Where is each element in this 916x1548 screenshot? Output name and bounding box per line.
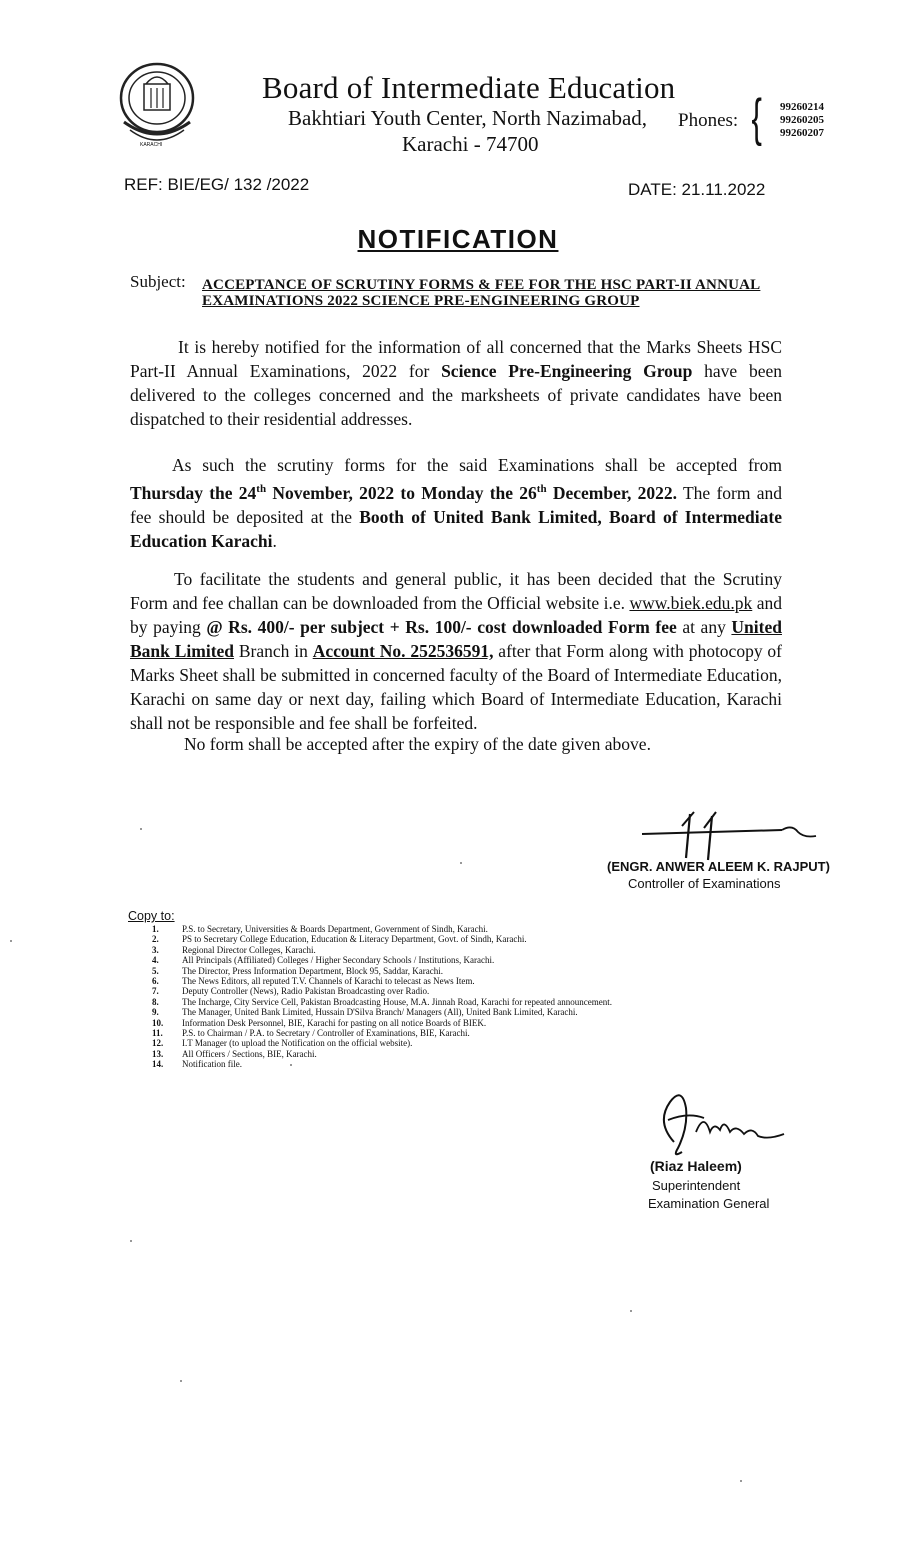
- superintendent-signature: [648, 1082, 788, 1162]
- p3-text-2: and by paying: [130, 593, 782, 637]
- p3-text-3: at any: [676, 617, 732, 637]
- brace-icon: {: [751, 89, 762, 147]
- list-item: 11. P.S. to Chairman / P.A. to Secretary / Controller of Examinations, BIE, Karachi.: [152, 1028, 470, 1039]
- list-item: 4. All Principals (Affiliated) Colleges / Higher Secondary Schools / Institutions, Karachi.: [152, 955, 495, 966]
- scan-speck: [130, 1240, 132, 1242]
- list-item: 5. The Director, Press Information Department, Block 95, Saddar, Karachi.: [152, 965, 443, 976]
- list-item: 1. P.S. to Secretary, Universities & Boards Department, Government of Sindh, Karachi.: [152, 924, 488, 934]
- p3-fee: @ Rs. 400/- per subject + Rs. 100/- cost downloaded Form fee: [206, 617, 677, 637]
- phone-number: 99260207: [780, 127, 824, 139]
- scan-speck: [460, 862, 462, 864]
- list-item: 12. I.T Manager (to upload the Notification on the official website).: [152, 1038, 413, 1049]
- p2-sup-1: th: [256, 483, 267, 495]
- signatory-1-title: Controller of Examinations: [628, 876, 781, 891]
- p2-text: As such the scrutiny forms for the said Examinations shall be accepted from: [172, 455, 782, 475]
- organization-name: Board of Intermediate Education: [262, 70, 676, 105]
- list-item: 3. Regional Director Colleges, Karachi.: [152, 944, 316, 955]
- signatory-2-name: (Riaz Haleem): [650, 1158, 742, 1174]
- p3-account: Account No. 252536591,: [312, 641, 494, 661]
- list-item: 10. Information Desk Personnel, BIE, Karachi for pasting on all notice Boards of BIEK.: [152, 1017, 487, 1028]
- scan-speck: [140, 828, 142, 830]
- controller-signature: [632, 806, 832, 866]
- document-date: DATE: 21.11.2022: [628, 180, 766, 199]
- list-item: 2. PS to Secretary College Education, Education & Literacy Department, Govt. of Sindh, Karachi.: [152, 934, 527, 945]
- signatory-2-title: Superintendent: [652, 1178, 741, 1193]
- subject-text: ACCEPTANCE OF SCRUTINY FORMS & FEE FOR THE HSC PART-II ANNUAL EXAMINATIONS 2022 SCIENCE PRE-ENGINEERING GROUP: [202, 277, 761, 309]
- website-link[interactable]: www.biek.edu.pk: [629, 593, 753, 613]
- p2-booth: Booth of United Bank Limited, Board of Intermediate Education Karachi: [130, 506, 783, 551]
- subject-label: Subject:: [130, 272, 186, 291]
- p2-text-2: The form and fee should be deposited at the: [130, 482, 782, 527]
- organization-city: Karachi - 74700: [402, 132, 539, 156]
- list-item: 7. Deputy Controller (News), Radio Pakistan Broadcasting over Radio.: [152, 986, 430, 997]
- p1-group: Science Pre-Engineering Group: [441, 361, 693, 381]
- copy-to-label: Copy to:: [128, 909, 175, 923]
- paragraph-1: [130, 335, 782, 431]
- paragraph-4: No form shall be accepted after the expiry of the date given above.: [184, 734, 651, 754]
- paragraph-3: [130, 567, 782, 735]
- scan-speck: [180, 1380, 182, 1382]
- p1-text: It is hereby notified for the information of all concerned that the Marks Sheets HSC Part-II Annual Examinations, 2022 for: [130, 337, 782, 381]
- p2-date-mid: November, 2022 to Monday the 26: [266, 482, 537, 503]
- p2-period: .: [272, 530, 277, 551]
- scan-speck: [10, 940, 12, 942]
- p3-text: To facilitate the students and general public, it has been decided that the Scrutiny Form and fee challan can be downloaded from the Official website i.e.: [130, 569, 782, 613]
- p2-date-end: December, 2022.: [546, 482, 678, 503]
- list-item: 8. The Incharge, City Service Cell, Pakistan Broadcasting House, M.A. Jinnah Road, Karachi for repeated announcement.: [152, 996, 612, 1007]
- list-item: 13. All Officers / Sections, BIE, Karachi.: [152, 1048, 317, 1059]
- scan-speck: [290, 1064, 292, 1066]
- p1-text-end: have been delivered to the colleges concerned and the marksheets of private candidates have been dispatched to their residential addresses.: [130, 361, 782, 429]
- paragraph-2: [130, 453, 782, 553]
- p3-text-5: after that Form along with photocopy of Marks Sheet shall be submitted in concerned faculty of the Board of Intermediate Education, Karachi on same day or next day, failing which Board of Intermediate Education, Karachi shall not be responsible and fee shall be forfeited.: [130, 641, 782, 733]
- logo-caption: KARACHI: [140, 142, 163, 148]
- phone-number: 99260214: [780, 101, 824, 113]
- organization-address: Bakhtiari Youth Center, North Nazimabad,: [288, 106, 648, 130]
- p2-date-start: Thursday the 24: [130, 482, 257, 503]
- signatory-2-department: Examination General: [648, 1196, 770, 1211]
- scan-speck: [740, 1480, 742, 1482]
- signatory-1-name: (ENGR. ANWER ALEEM K. RAJPUT): [607, 859, 830, 874]
- phone-number: 99260205: [780, 114, 824, 126]
- scan-speck: [630, 1310, 632, 1312]
- reference-number: REF: BIE/EG/ 132 /2022: [124, 175, 310, 194]
- board-seal-logo: [116, 60, 198, 152]
- page-title: NOTIFICATION: [357, 224, 559, 254]
- list-item: 9. The Manager, United Bank Limited, Hussain D'Silva Branch/ Managers (All), United Bank Limited, Karachi.: [152, 1007, 578, 1018]
- phones-label: Phones:: [678, 110, 739, 131]
- p3-text-4: Branch in: [234, 641, 313, 661]
- p2-sup-2: th: [536, 483, 547, 495]
- p3-bank: United Bank Limited: [130, 617, 782, 661]
- list-item: 6. The News Editors, all reputed T.V. Channels of Karachi to telecast as News Item.: [152, 976, 475, 987]
- list-item: 14. Notification file.: [152, 1059, 242, 1070]
- copy-to-list: [152, 924, 612, 1070]
- phone-numbers: [780, 101, 824, 140]
